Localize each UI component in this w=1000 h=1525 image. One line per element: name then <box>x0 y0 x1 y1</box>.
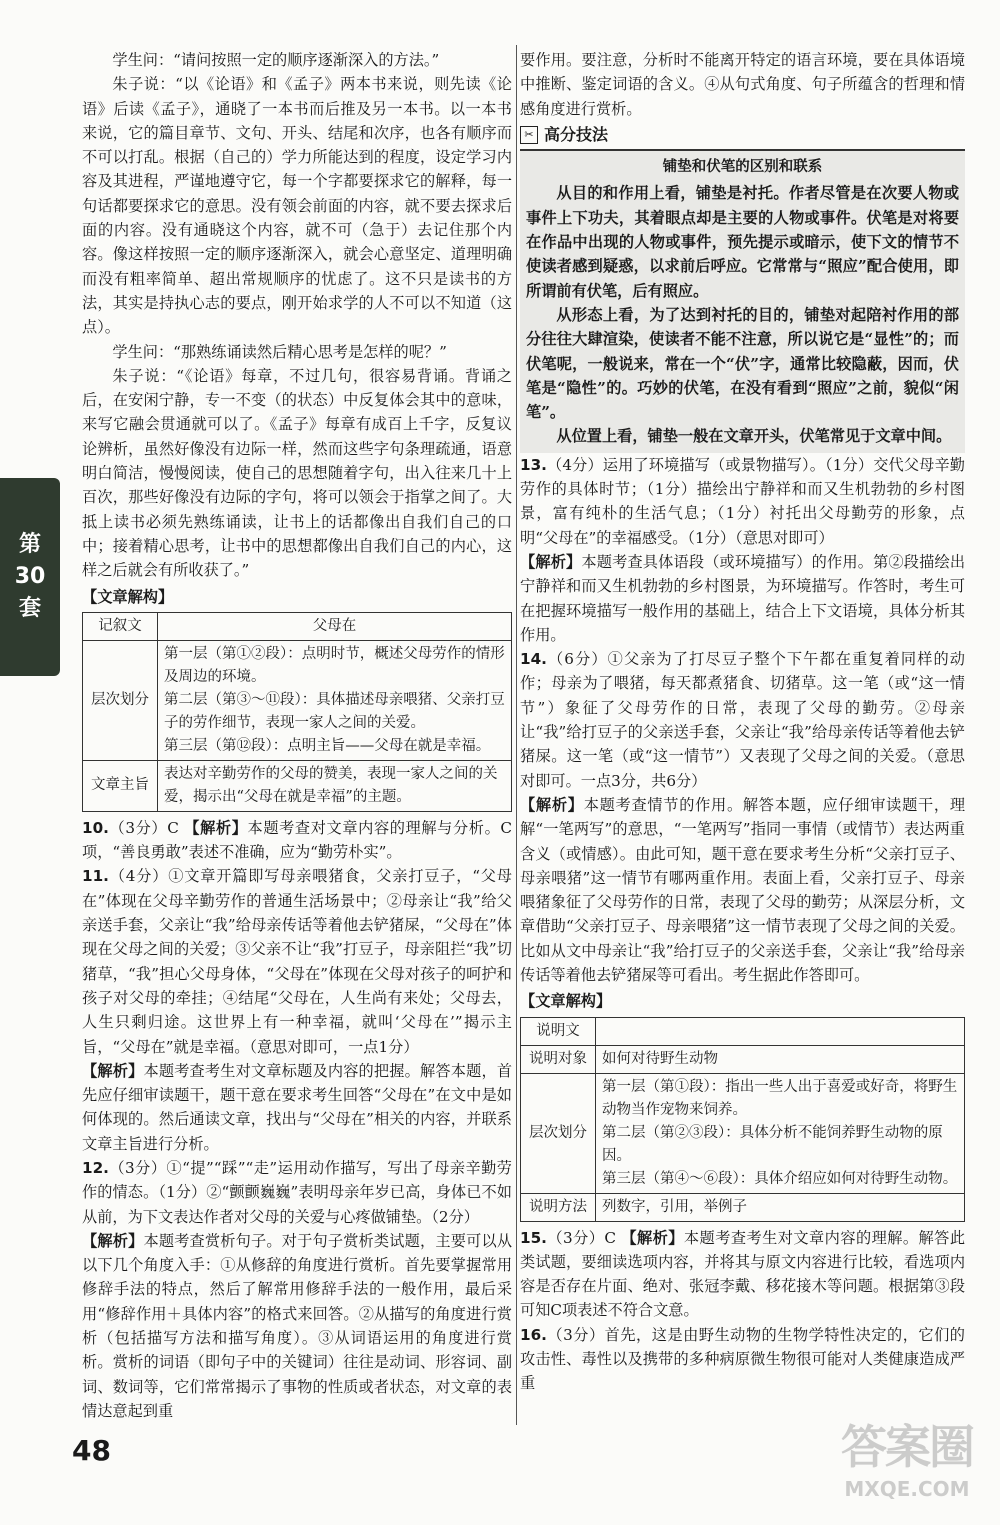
analysis-tag: 【解析】 <box>184 818 248 837</box>
table-cell: 表达对辛勤劳作的父母的赞美，表现一家人之间的关爱，揭示出“父母在就是幸福”的主题。 <box>158 760 512 811</box>
answer-text: （4分）运用了环境描写（或景物描写）。（1分）交代父母辛勤劳作的具体时节；（1分）描绘出宁静祥和而又生机勃勃的乡村图景，富有纯朴的生活气息；（1分）衬托出父母勤劳的形象，点明“父母在”的幸福感受。（1分）（意思对即可） <box>520 455 965 547</box>
analysis-text: 本题考查具体语段（或环境描写）的作用。第②段描绘出宁静祥和而又生机勃勃的乡村图景，为环境描写。作答时，考生可在把握环境描写一般作用的基础上，结合上下文语境，具体分析其作用。 <box>520 552 966 644</box>
question-number: 13. <box>520 455 547 474</box>
left-column <box>82 48 512 1423</box>
tip-paragraph: 从目的和作用上看，铺垫是衬托。作者尽管是在次要人物或事件上下功夫，其着眼点却是主要的人物或事件。伏笔是对将要在作品中出现的人物或事件，预先提示或暗示，使下文的情节不使读者感到疑惑，以求前后呼应。它常常与“照应”配合使用，即所谓前有伏笔，后有照应。 <box>526 184 959 300</box>
tip-header-label: 高分技法 <box>544 124 609 144</box>
analysis-text: 本题考查考生对文章标题及内容的把握。解答本题，首先应仔细审读题干，题干意在要求考生回答“父母在”在文中是如何体现的。然后通读文章，找出与“父母在”相关的内容，并联系文章主旨进行分析。 <box>82 1061 513 1153</box>
answer-text: （3分）首先，这是由野生动物的生物学特性决定的，它们的攻击性、毒性以及携带的多种病原微生物很可能对人类健康造成严重 <box>520 1325 965 1393</box>
analysis-tag: 【解析】 <box>520 795 584 814</box>
scissors-icon: ✂ <box>520 126 538 144</box>
set-tab-number: 30 <box>14 564 46 589</box>
analysis-text: 本题考查情节的作用。解答本题，应仔细审读题干，理解“一笔两写”的意思，“一笔两写”指同一事情（或情节）表达两重含义（或情感）。由此可知，题干意在要求考生分析“父亲打豆子、母亲喂猪”这一情节有哪两重作用。表面上看，父亲打豆子、母亲喂猪象征了父母劳作的日常，表现了父母的勤劳；从深层分析，文章借助“父亲打豆子、母亲喂猪”这一情节表现了父母之间的关爱。比如从文中母亲让“我”给打豆子的父亲送手套，父亲让“我”给母亲传话等着他去铲猪屎等可看出。考生据此作答即可。 <box>520 795 966 984</box>
layer-item: 第三层（第⑫段）：点明主旨——父母在就是幸福。 <box>164 737 491 754</box>
table-cell: 说明文 <box>521 1017 596 1045</box>
set-number-tab <box>0 478 60 676</box>
answer-14 <box>520 647 965 987</box>
analysis-text: 本题考查赏析句子。对于句子赏析类试题，主要可以从以下几个角度入手：①从修辞的角度进行赏析。首先要掌握常用修辞手法的特点，然后了解常用修辞手法的一般作用，最后采用“修辞作用＋具体内容”的格式来回答。②从描写的角度进行赏析（包括描写方法和描写角度）。③从词语运用的角度进行赏析。赏析的词语（即句子中的关键词）往往是动词、形容词、副词、数词等，它们常常揭示了事物的性质或者状态，对文章的表情达意起到重 <box>82 1231 513 1420</box>
watermark-logo <box>822 1411 992 1521</box>
answer-11 <box>82 864 512 1156</box>
table-cell <box>158 640 512 760</box>
structure-label: 【文章解构】 <box>520 992 612 1011</box>
paragraph: 学生问：“那熟练诵读然后精心思考是怎样的呢？” <box>112 342 447 361</box>
column-divider <box>516 45 517 1425</box>
tip-paragraph: 从形态上看，为了达到衬托的目的，铺垫对起陪衬作用的部分往往大肆渲染，使读者不能不注意，所以说它是“显性”的；而伏笔呢，一般说来，常在一个“伏”字，通常比较隐蔽，因而，伏笔是“隐性”的。巧妙的伏笔，在没有看到“照应”之前，貌似“闲笔”。 <box>526 305 959 422</box>
structure-label: 【文章解构】 <box>82 587 174 606</box>
table-cell: 层次划分 <box>83 640 158 760</box>
analysis-tag: 【解析】 <box>82 1231 144 1250</box>
watermark-text: 答案圈 <box>841 1420 973 1474</box>
paragraph: 朱子说：“《论语》每章，不过几句，很容易背诵。背诵之后，在安闲宁静，专一不变（的状态）中反复体会其中的意味，来写它融会贯通就可以了。《孟子》每章有成百上千字，反复议论辨析，虽然好像没有边际一样，然而这些字句条理疏通，语意明白简洁，慢慢阅读，使自己的思想随着字句，出入往来几十上百次，那些好像没有边际的字句，将可以领会于指掌之间了。大抵上读书必须先熟练诵读，让书上的话都像出自我们自己的口中；接着精心思考，让书中的思想都像出自我们自己的内心，这样之后就会有所收获了。” <box>82 366 512 580</box>
table-cell: 列数字，引用，举例子 <box>596 1193 965 1221</box>
answer-10 <box>82 816 512 865</box>
answer-15 <box>520 1226 965 1323</box>
answer-13 <box>520 453 965 647</box>
tip-header <box>520 123 965 147</box>
layer-item: 第一层（第①段）：指出一些人出于喜爱或好奇，将野生动物当作宠物来饲养。 <box>602 1078 958 1118</box>
question-number: 15. <box>520 1228 547 1247</box>
layer-item: 第二层（第③～⑪段）：具体描述母亲喂猪、父亲打豆子的劳作细节，表现一家人之间的关爱。 <box>164 691 505 731</box>
paragraph: 朱子说：“以《论语》和《孟子》两本书来说，则先读《论语》后读《孟子》，通晓了一本书而后推及另一本书。以一本书来说，它的篇目章节、文句、开头、结尾和次序，也各有顺序而不可以打乱。根据（自己的）学力所能达到的程度，设定学习内容及其进程，严谨地遵守它，每一个字都要探求它的解释，每一句话都要探求它的意思。没有领会前面的内容，就不要去探求后面的内容。没有通晓这个内容，就不可（急于）去记住那个内容。像这样按照一定的顺序逐渐深入，就会心意坚定、道理明确而没有粗率简单、超出常规顺序的忧虑了。这不只是读书的方法，其实是持执心志的要点，刚开始求学的人不可以不知道（这点）。 <box>82 75 512 337</box>
set-tab-char-1: 第 <box>18 532 41 557</box>
tip-paragraph: 从位置上看，铺垫一般在文章开头，伏笔常见于文章中间。 <box>556 427 952 446</box>
set-tab-char-2: 套 <box>18 596 41 621</box>
table-cell <box>596 1017 965 1045</box>
table-cell: 说明方法 <box>521 1193 596 1221</box>
structure-table <box>82 612 512 812</box>
question-number: 12. <box>82 1158 109 1177</box>
table-cell: 说明对象 <box>521 1045 596 1073</box>
page-number: 48 <box>72 1434 111 1467</box>
answer-text: （3分）C <box>546 1228 617 1247</box>
tip-title: 铺垫和伏笔的区别和联系 <box>662 159 823 176</box>
tip-box <box>520 149 965 453</box>
table-cell: 层次划分 <box>521 1073 596 1193</box>
table-cell: 父母在 <box>158 612 512 640</box>
analysis-text: 本题考查考生对文章内容的理解。解答此类试题，要细读选项内容，并将其与原文内容进行比较，看选项内容是否存在片面、绝对、张冠李戴、移花接木等问题。根据第③段可知C项表述不符合文意。 <box>520 1228 966 1320</box>
answer-text: （3分）C <box>108 818 179 837</box>
analysis-text: 本题考查对文章内容的理解与分析。C项，“善良勇敢”表述不准确，应为“勤劳朴实”。 <box>82 818 513 862</box>
analysis-tag: 【解析】 <box>520 552 582 571</box>
table-cell: 文章主旨 <box>83 760 158 811</box>
answer-16 <box>520 1323 965 1396</box>
layer-item: 第二层（第②③段）：具体分析不能饲养野生动物的原因。 <box>602 1124 943 1164</box>
layer-item: 第三层（第④～⑥段）：具体介绍应如何对待野生动物。 <box>602 1170 958 1187</box>
paragraph: 要作用。要注意，分析时不能离开特定的语言环境，要在具体语境中推断、鉴定词语的含义。④从句式角度、句子所蕴含的哲理和情感角度进行赏析。 <box>520 51 965 118</box>
answer-text: （6分）①父亲为了打尽豆子整个下午都在重复着同样的动作；母亲为了喂猪，每天都煮猪食、切猪草。这一笔（或“这一情节”）象征了父母劳作的日常，表现了父母的勤劳。②母亲让“我”给打豆子的父亲送手套，父亲让“我”给母亲传话等着他去铲猪屎。这一笔（或“这一情节”）又表现了父母之间的关爱。（意思对即可。一点3分，共6分） <box>520 650 965 790</box>
question-number: 16. <box>520 1325 547 1344</box>
question-number: 11. <box>82 867 109 886</box>
analysis-tag: 【解析】 <box>82 1061 144 1080</box>
watermark-domain: MXQE.COM <box>844 1477 970 1501</box>
table-cell <box>596 1073 965 1193</box>
layer-item: 第一层（第①②段）：点明时节，概述父母劳作的情形及周边的环境。 <box>164 645 505 685</box>
question-number: 10. <box>82 818 109 837</box>
right-column <box>520 48 965 1396</box>
table-cell: 记叙文 <box>83 612 158 640</box>
paragraph: 学生问：“请问按照一定的顺序逐渐深入的方法。” <box>112 51 440 69</box>
analysis-tag: 【解析】 <box>621 1228 684 1247</box>
answer-12 <box>82 1156 512 1423</box>
answer-text: （3分）①“提”“踩”“走”运用动作描写，写出了母亲辛勤劳作的情态。（1分）②“颤颤巍巍”表明母亲年岁已高，身体已不如从前，为下文表达作者对父母的关爱与心疼做铺垫。（2分） <box>82 1158 512 1226</box>
answer-text: （4分）①文章开篇即写母亲喂猪食，父亲打豆子，“父母在”体现在父母辛勤劳作的普通生活场景中；②母亲让“我”给父亲送手套，父亲让“我”给母亲传话等着他去铲猪屎，“父母在”体现在父母之间的关爱；③父亲不让“我”打豆子，母亲阻拦“我”切猪草，“我”担心父母身体，“父母在”体现在父母对孩子的呵护和孩子对父母的牵挂；④结尾“父母在，人生尚有来处；父母去，人生只剩归途。这世界上有一种幸福，就叫‘父母在’”揭示主旨，“父母在”就是幸福。（意思对即可，一点1分） <box>82 867 512 1056</box>
structure-table <box>520 1017 965 1222</box>
table-cell: 如何对待野生动物 <box>596 1045 965 1073</box>
question-number: 14. <box>520 650 547 669</box>
